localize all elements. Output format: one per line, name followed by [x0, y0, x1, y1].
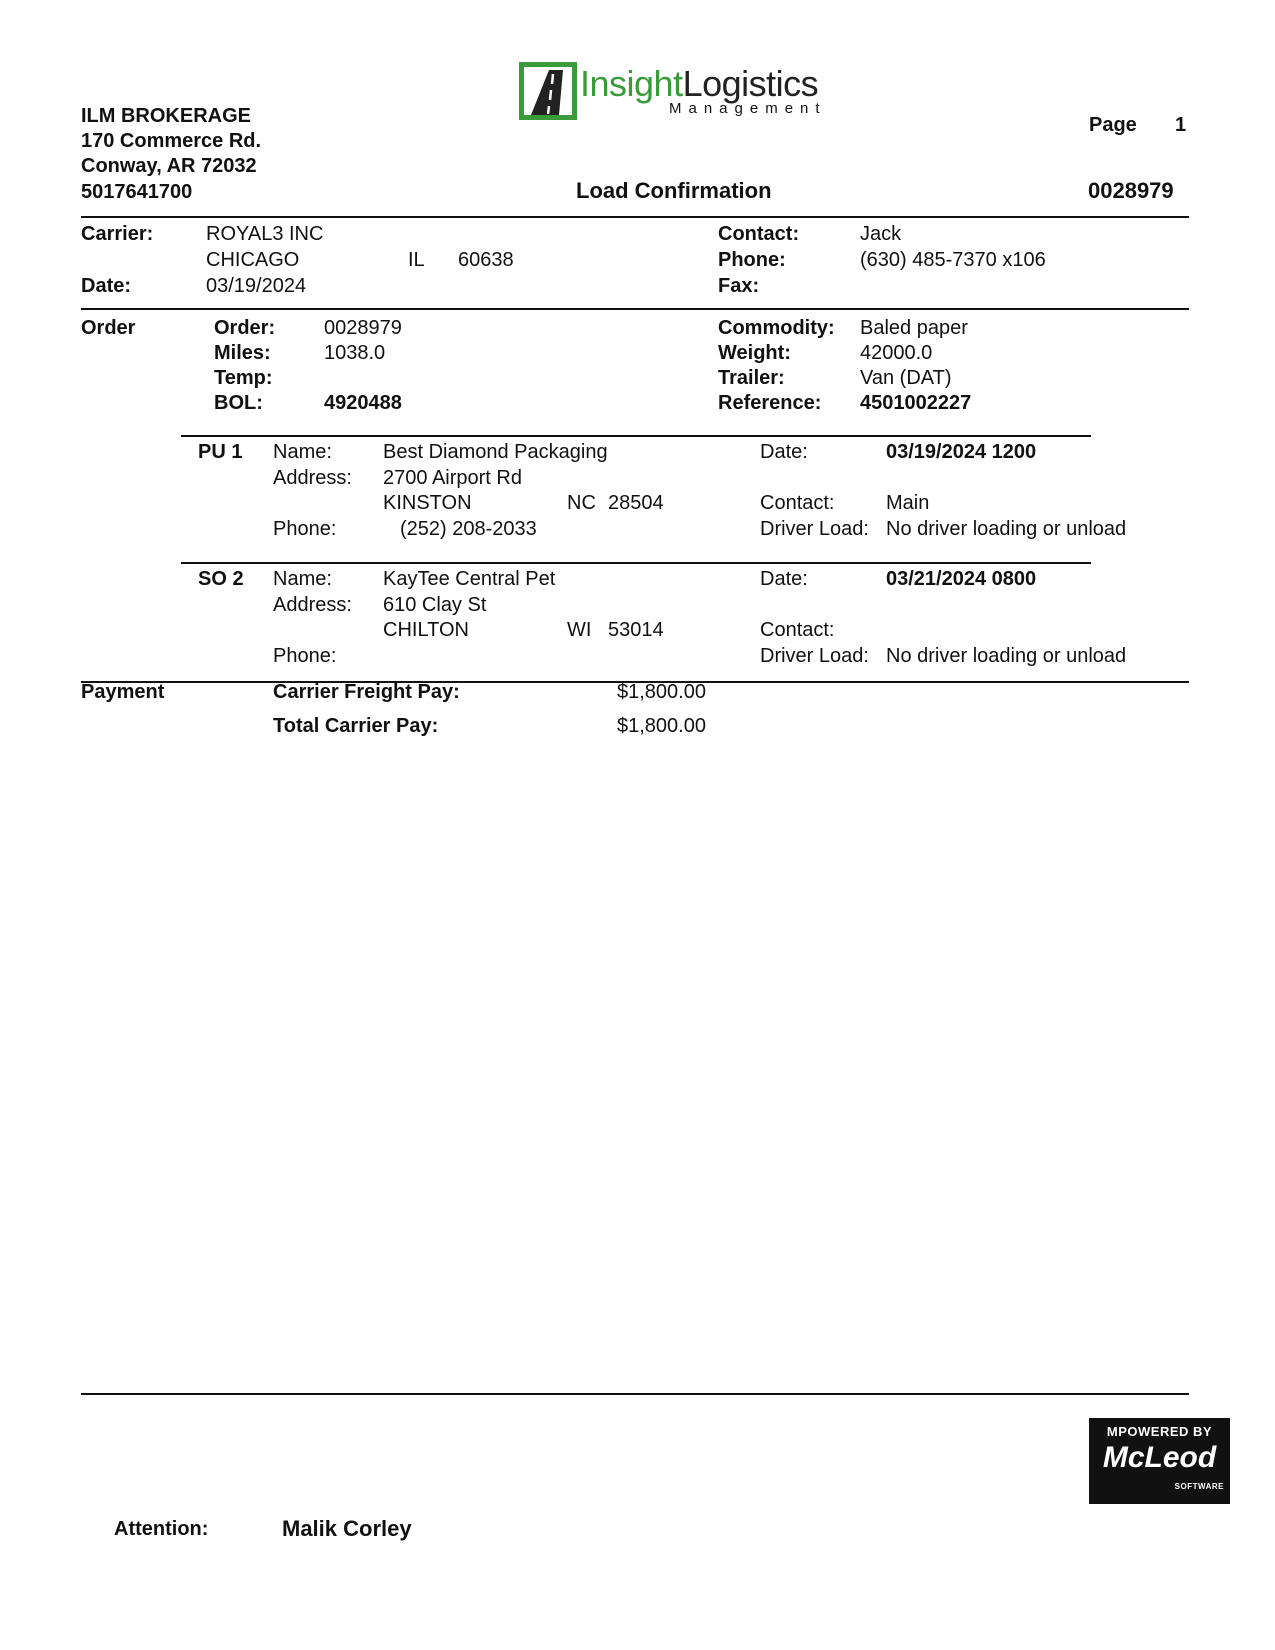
company-address-1: 170 Commerce Rd. — [81, 130, 262, 152]
logo-word-logistics: Logistics — [682, 63, 819, 104]
stop-date: 03/21/2024 0800 — [886, 568, 1037, 590]
divider — [81, 216, 1189, 218]
carrier-zip: 60638 — [458, 249, 514, 271]
divider — [181, 435, 1091, 437]
contact-label: Contact: — [718, 223, 800, 245]
stop-driver-load: No driver loading or unload — [886, 518, 1127, 540]
stop-contact-label: Contact: — [760, 492, 835, 514]
logo-wordmark — [580, 64, 818, 104]
stop-phone: (252) 208-2033 — [400, 518, 537, 540]
stop-phone-label: Phone: — [273, 518, 337, 540]
logo-word-insight: Insight — [580, 63, 683, 104]
company-name: ILM BROKERAGE — [81, 105, 251, 127]
attention-name: Malik Corley — [282, 1516, 412, 1541]
divider — [81, 1393, 1189, 1395]
stop-driver-load-label: Driver Load: — [760, 518, 869, 540]
logo-subtitle: Management — [669, 100, 827, 117]
stop-id: PU 1 — [198, 441, 243, 463]
weight-value: 42000.0 — [860, 342, 933, 364]
fax-label: Fax: — [718, 275, 760, 297]
stop-contact: Main — [886, 492, 930, 514]
stop-driver-load-label: Driver Load: — [760, 645, 869, 667]
weight-label: Weight: — [718, 342, 791, 364]
temp-label: Temp: — [214, 367, 273, 389]
stop-address: 2700 Airport Rd — [383, 467, 522, 489]
order-section-label: Order — [81, 317, 136, 339]
payment-section-label: Payment — [81, 681, 165, 703]
stop-zip: 28504 — [608, 492, 664, 514]
stop-name: Best Diamond Packaging — [383, 441, 608, 463]
bol-label: BOL: — [214, 392, 263, 414]
stop-city: KINSTON — [383, 492, 472, 514]
page-number: 1 — [1175, 114, 1187, 136]
order-number: 0028979 — [324, 317, 402, 339]
carrier-name: ROYAL3 INC — [206, 223, 324, 245]
trailer-label: Trailer: — [718, 367, 785, 389]
divider — [181, 562, 1091, 564]
stop-date-label: Date: — [760, 441, 808, 463]
freight-pay-label: Carrier Freight Pay: — [273, 681, 460, 703]
stop-name-label: Name: — [273, 568, 332, 590]
freight-pay-value: $1,800.00 — [617, 681, 706, 703]
stop-driver-load: No driver loading or unload — [886, 645, 1127, 667]
stop-name-label: Name: — [273, 441, 332, 463]
attention-label: Attention: — [114, 1518, 209, 1540]
badge-top-text: MPOWERED BY — [1106, 1424, 1213, 1439]
reference-label: Reference: — [718, 392, 822, 414]
stop-address-label: Address: — [273, 467, 352, 489]
company-phone: 5017641700 — [81, 181, 193, 203]
stop-state: WI — [567, 619, 592, 641]
commodity-value: Baled paper — [860, 317, 968, 339]
carrier-phone: (630) 485-7370 x106 — [860, 249, 1046, 271]
carrier-city: CHICAGO — [206, 249, 300, 271]
total-pay-label: Total Carrier Pay: — [273, 715, 439, 737]
bol-value: 4920488 — [324, 392, 402, 414]
carrier-label: Carrier: — [81, 223, 154, 245]
badge-sub-text: SOFTWARE — [1174, 1482, 1224, 1491]
stop-contact-label: Contact: — [760, 619, 835, 641]
stop-zip: 53014 — [608, 619, 664, 641]
road-icon — [519, 62, 577, 120]
commodity-label: Commodity: — [718, 317, 835, 339]
doc-number: 0028979 — [1088, 178, 1174, 203]
divider — [81, 308, 1189, 310]
phone-label: Phone: — [718, 249, 786, 271]
total-pay-value: $1,800.00 — [617, 715, 706, 737]
carrier-date: 03/19/2024 — [206, 275, 307, 297]
page-title: Load Confirmation — [576, 178, 772, 203]
trailer-value: Van (DAT) — [860, 367, 952, 389]
stop-date-label: Date: — [760, 568, 808, 590]
order-label: Order: — [214, 317, 276, 339]
company-address-2: Conway, AR 72032 — [81, 155, 257, 177]
carrier-date-label: Date: — [81, 275, 132, 297]
stop-state: NC — [567, 492, 596, 514]
stop-phone-label: Phone: — [273, 645, 337, 667]
reference-value: 4501002227 — [860, 392, 972, 414]
carrier-contact: Jack — [860, 223, 902, 245]
carrier-state: IL — [408, 249, 425, 271]
miles-value: 1038.0 — [324, 342, 386, 364]
miles-label: Miles: — [214, 342, 271, 364]
mcleod-badge — [1089, 1418, 1230, 1504]
stop-name: KayTee Central Pet — [383, 568, 556, 590]
page-label: Page — [1089, 114, 1137, 136]
stop-address-label: Address: — [273, 594, 352, 616]
stop-date: 03/19/2024 1200 — [886, 441, 1037, 463]
stop-id: SO 2 — [198, 568, 244, 590]
stop-address: 610 Clay St — [383, 594, 487, 616]
badge-brand-text: McLeod — [1102, 1441, 1217, 1474]
company-logo — [519, 62, 577, 125]
stop-city: CHILTON — [383, 619, 469, 641]
